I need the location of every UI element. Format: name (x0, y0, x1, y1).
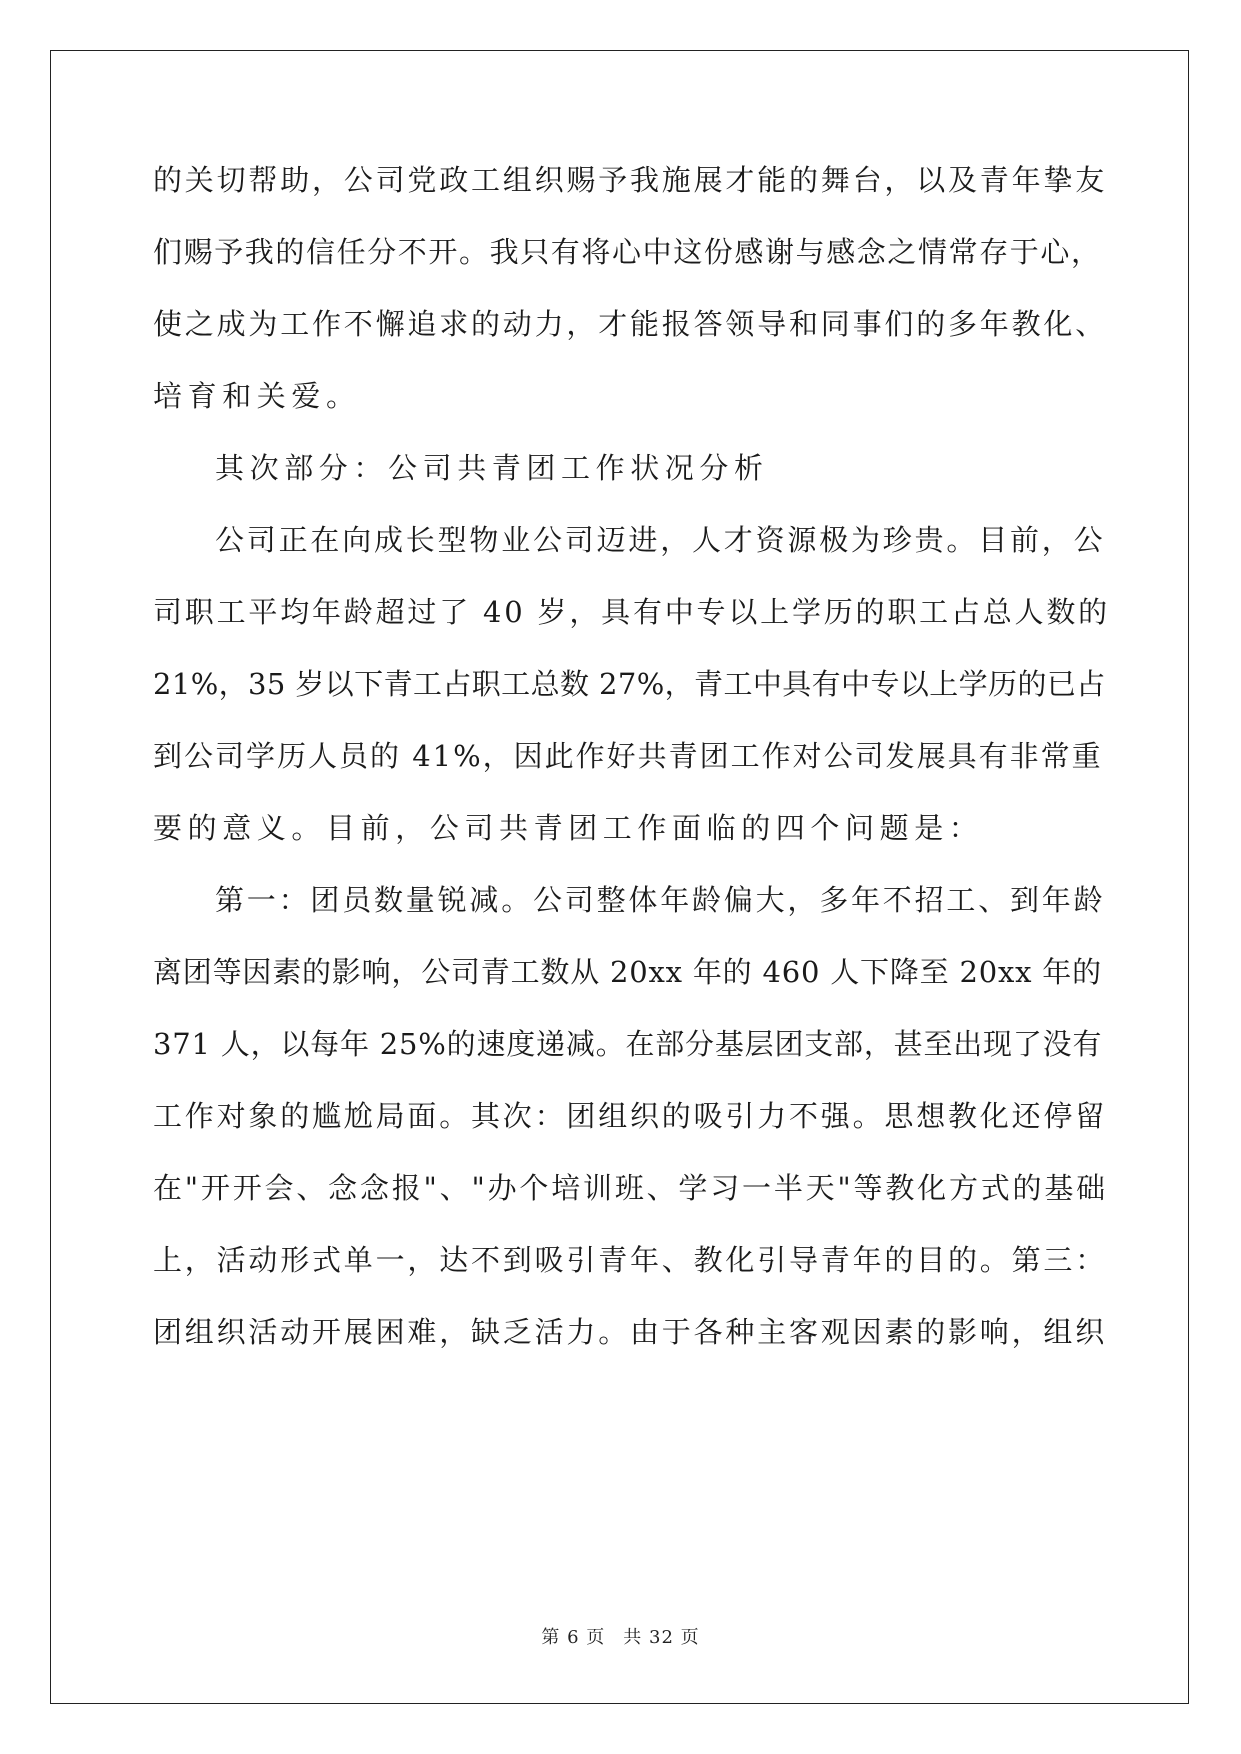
page-number: 第 6 页 (541, 1627, 606, 1648)
page-border (50, 50, 1189, 1704)
body-line: 要的意义。目前，公司共青团工作面临的四个问题是： (153, 811, 984, 845)
body-line: 上，活动形式单一，达不到吸引青年、教化引导青年的目的。第三： (153, 1243, 1108, 1277)
page-total: 共 32 页 (623, 1627, 700, 1648)
body-line: 到公司学历人员的 41%，因此作好共青团工作对公司发展具有非常重 (153, 739, 1103, 773)
body-line: 司职工平均年龄超过了 40 岁，具有中专以上学历的职工占总人数的 (153, 595, 1110, 629)
body-line: 371 人，以每年 25%的速度递减。在部分基层团支部，甚至出现了没有 (153, 1027, 1103, 1061)
body-line: 培育和关爱。 (153, 379, 361, 413)
body-line: 在"开开会、念念报"、"办个培训班、学习一半天"等教化方式的基础 (153, 1171, 1108, 1205)
section-heading: 其次部分：公司共青团工作状况分析 (215, 451, 769, 485)
body-line: 工作对象的尴尬局面。其次：团组织的吸引力不强。思想教化还停留 (153, 1099, 1108, 1133)
body-line: 离团等因素的影响，公司青工数从 20xx 年的 460 人下降至 20xx 年的 (153, 955, 1102, 989)
body-line: 团组织活动开展困难，缺乏活力。由于各种主客观因素的影响，组织 (153, 1315, 1108, 1349)
body-line: 第一：团员数量锐减。公司整体年龄偏大，多年不招工、到年龄 (215, 883, 1106, 917)
body-line: 们赐予我的信任分不开。我只有将心中这份感谢与感念之情常存于心， (153, 235, 1102, 269)
body-line: 21%，35 岁以下青工占职工总数 27%，青工中具有中专以上学历的已占 (153, 667, 1106, 701)
body-line: 公司正在向成长型物业公司迈进，人才资源极为珍贵。目前，公 (215, 523, 1106, 557)
page-footer (0, 1623, 1241, 1649)
body-line: 使之成为工作不懈追求的动力，才能报答领导和同事们的多年教化、 (153, 307, 1108, 341)
body-line: 的关切帮助，公司党政工组织赐予我施展才能的舞台，以及青年挚友 (153, 163, 1108, 197)
